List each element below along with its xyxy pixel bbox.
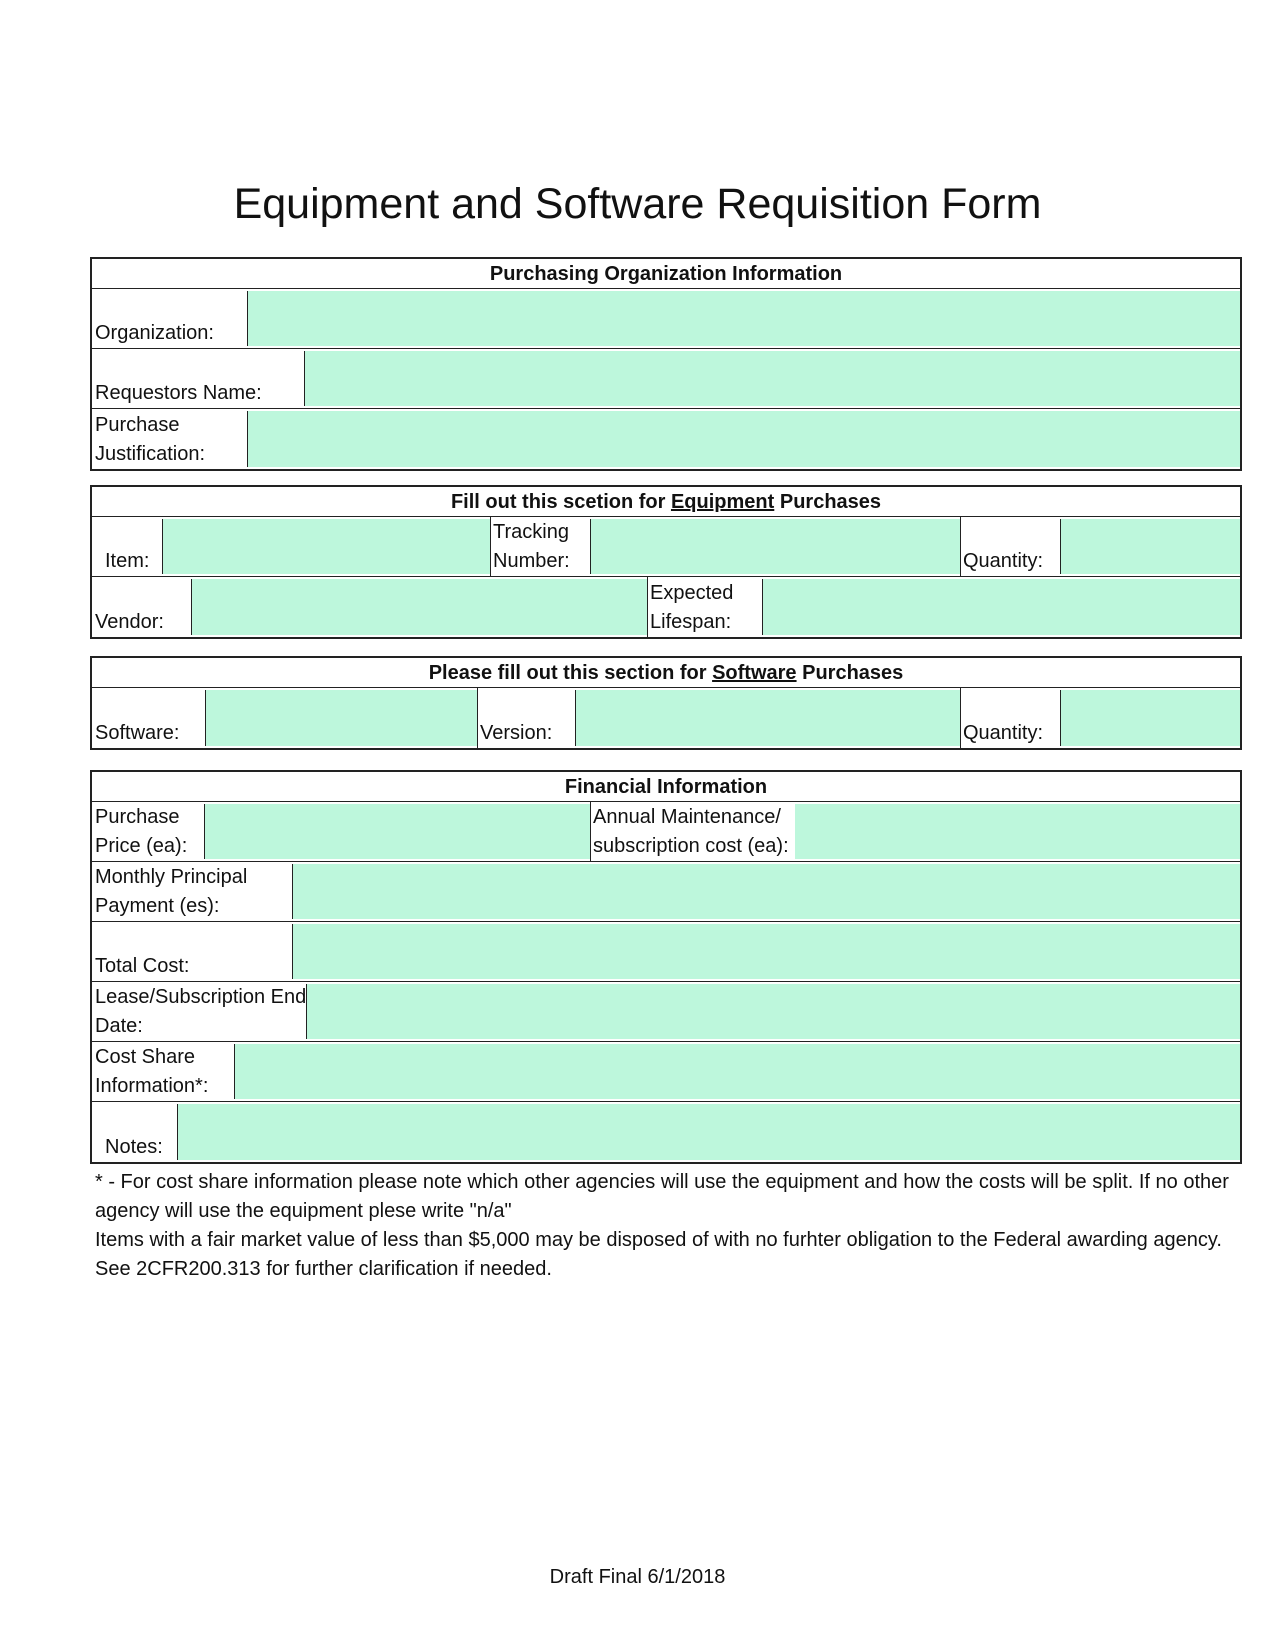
vendor-input[interactable] [192,579,647,635]
price-row [92,802,1240,862]
total-input[interactable] [293,924,1240,979]
tracking-label-line2: Number: [493,550,570,572]
version-input[interactable] [576,690,960,746]
software-input[interactable] [206,690,477,746]
organization-row [92,289,1240,349]
maintenance-label [590,802,795,861]
equipment-section [90,485,1242,639]
vendor-field[interactable] [191,579,647,635]
maintenance-label-line1: Annual Maintenance/ [593,806,781,828]
item-field[interactable] [162,519,490,574]
organization-field[interactable] [247,291,1240,346]
lease-input[interactable] [307,984,1240,1039]
lifespan-label-line1: Expected [650,582,734,604]
equipment-header-emphasis: Equipment [670,491,775,513]
lifespan-label [647,577,762,637]
lease-label-line1: Lease/Subscription End [95,986,307,1008]
financial-header: Financial Information [92,772,1240,802]
justification-label-line1: Purchase [95,414,180,436]
requestor-row [92,349,1240,409]
lifespan-input[interactable] [763,579,1240,635]
item-label: Item: [105,550,150,572]
price-label-line2: Price (ea): [95,835,188,857]
monthly-label-line1: Monthly Principal [95,866,248,888]
notes-row [92,1102,1240,1162]
notes-input[interactable] [178,1104,1240,1160]
lease-row [92,982,1240,1042]
maintenance-field[interactable] [795,804,1240,859]
costshare-field[interactable] [234,1044,1240,1099]
footnotes [95,1168,1235,1284]
organization-input[interactable] [248,291,1240,346]
footnote-fair-market: Items with a fair market value of less than $5,000 may be disposed of with no furhter obligation to the Federal awarding agency. See 2CFR200.313 for further clarification if needed. [95,1229,1222,1280]
software-header-post: Purchases [796,662,904,684]
monthly-label-line2: Payment (es): [95,895,220,917]
software-header [92,658,1240,688]
item-input[interactable] [163,519,490,574]
price-input[interactable] [205,804,590,859]
software-row [92,688,1240,748]
requestor-input[interactable] [305,351,1240,406]
justification-row [92,409,1240,469]
financial-section [90,770,1242,1164]
footer-draft-date: Draft Final 6/1/2018 [549,1566,726,1588]
price-field[interactable] [204,804,590,859]
justification-label-line2: Justification: [95,443,206,465]
maintenance-input[interactable] [795,804,1240,859]
lease-label [92,982,306,1041]
software-quantity-label: Quantity: [963,722,1044,744]
tracking-label [490,517,590,576]
requestor-field[interactable] [304,351,1240,406]
version-field[interactable] [575,690,960,746]
requestor-label: Requestors Name: [95,382,262,404]
software-quantity-field[interactable] [1060,690,1240,746]
purchasing-org-header: Purchasing Organization Information [92,259,1240,289]
costshare-label-line1: Cost Share [95,1046,196,1068]
lifespan-label-line2: Lifespan: [650,611,732,633]
notes-field[interactable] [177,1104,1240,1160]
monthly-input[interactable] [293,864,1240,919]
total-label: Total Cost: [95,955,190,977]
justification-input[interactable] [248,411,1240,467]
costshare-label [92,1042,234,1101]
vendor-label: Vendor: [95,611,164,633]
maintenance-label-line2: subscription cost (ea): [593,835,789,857]
organization-label: Organization: [95,322,214,344]
software-quantity-input[interactable] [1061,690,1240,746]
justification-field[interactable] [247,411,1240,467]
item-row [92,517,1240,577]
equipment-header-post: Purchases [774,491,882,513]
equipment-header [92,487,1240,517]
footnote-cost-share: * - For cost share information please note which other agencies will use the equipment and how the costs will be split. If no other agency will use the equipment plese write "n/a" [95,1171,1229,1222]
costshare-row [92,1042,1240,1102]
lifespan-field[interactable] [762,579,1240,635]
software-section [90,656,1242,750]
equipment-quantity-input[interactable] [1061,519,1240,574]
notes-label: Notes: [105,1136,163,1158]
monthly-row [92,862,1240,922]
price-label-line1: Purchase [95,806,180,828]
equipment-quantity-field[interactable] [1060,519,1240,574]
vendor-row [92,577,1240,637]
software-header-pre: Please fill out this section for [428,662,713,684]
total-field[interactable] [292,924,1240,979]
costshare-input[interactable] [235,1044,1240,1099]
price-label [92,802,204,861]
monthly-label [92,862,292,921]
tracking-field[interactable] [590,519,960,574]
monthly-field[interactable] [292,864,1240,919]
form-title: Equipment and Software Requisition Form [233,180,1042,228]
version-label: Version: [480,722,553,744]
total-row [92,922,1240,982]
lease-field[interactable] [306,984,1240,1039]
lease-label-line2: Date: [95,1015,143,1037]
software-label: Software: [95,722,180,744]
purchasing-org-section [90,257,1242,471]
justification-label [92,409,247,469]
costshare-label-line2: Information*: [95,1075,209,1097]
equipment-quantity-label: Quantity: [963,550,1044,572]
software-header-emphasis: Software [712,662,797,684]
software-field[interactable] [205,690,477,746]
equipment-header-pre: Fill out this scetion for [450,491,671,513]
tracking-label-line1: Tracking [493,521,569,543]
tracking-input[interactable] [591,519,960,574]
